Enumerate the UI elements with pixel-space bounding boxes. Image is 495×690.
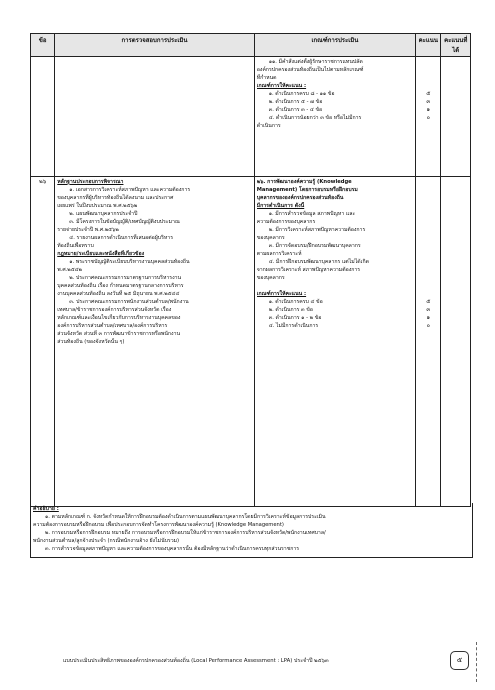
row1-criteria-cell bbox=[254, 57, 415, 177]
items-line: หลักเกณฑ์และเงื่อนไขเกี่ยวกับการบริหารงานบุคคลของ bbox=[57, 315, 181, 321]
row2-score-cell bbox=[416, 177, 441, 507]
criteria-line: ของบุคลากร bbox=[256, 275, 285, 281]
items-line: ๑. พระราชบัญญัติระเบียบบริหารงานบุคคลส่วนท้องถิ่น bbox=[69, 259, 190, 265]
items-line: บุคคลส่วนท้องถิ่น เรื่อง กำหนดมาตรฐานกลางการบริหาร bbox=[57, 283, 184, 289]
header-got: คะแนนที่ได้ bbox=[441, 34, 471, 57]
items-line: เทศบาล/ข้าราชการองค์การบริหารส่วนจังหวัด เรื่อง bbox=[57, 307, 172, 313]
row1-no-cell bbox=[31, 57, 55, 177]
assessment-table bbox=[30, 33, 471, 507]
items-line: ๒. ประกาศคณะกรรมการมาตรฐานการบริหารงาน bbox=[69, 275, 182, 281]
criteria-line: ๓. ดำเนินการ ๑ - ๒ ข้อ bbox=[268, 315, 322, 321]
items-line: ท้องถิ่นเพื่อทราบ bbox=[57, 243, 94, 249]
row2-no-cell: ๒๖ bbox=[31, 177, 55, 507]
explanation-box bbox=[30, 503, 473, 558]
footer-divider bbox=[476, 642, 477, 682]
items-line: งานบุคคลส่วนท้องถิ่น ลงวันที่ ๒๕ มิถุนายน พ.ศ.๒๕๔๔ bbox=[57, 291, 180, 297]
criteria-line: ๔. ดำเนินการน้อยกว่า ๓ ข้อ หรือไม่มีการ bbox=[268, 115, 362, 121]
criteria-line: ๒. ดำเนินการ ๓ ข้อ bbox=[268, 307, 313, 313]
explanation-line: ความต้องการอบรมหรือฝึกอบรม เพื่อประกอบการจัดทำโครงการพัฒนาองค์ความรู้ (Knowledge Management) bbox=[33, 522, 284, 528]
header-criteria: เกณฑ์การประเมิน bbox=[254, 34, 415, 57]
footer-title: แบบประเมินประสิทธิภาพขององค์กรปกครองส่วนท้องถิ่น (Local Performance Assessment : LPA) ประจำปี ๒๕๖๓ bbox=[63, 658, 329, 664]
header-items: การตรวจสอบการประเมิน bbox=[55, 34, 254, 57]
page-number-badge: ๕ bbox=[450, 651, 469, 670]
score-value: ๑ bbox=[426, 107, 431, 113]
header-score: คะแนน bbox=[416, 34, 441, 57]
row2-got-cell bbox=[441, 177, 471, 507]
criteria-line: ๒. ดำเนินการ ๕ - ๗ ข้อ bbox=[268, 99, 323, 105]
table-header-row bbox=[31, 34, 471, 57]
spacer bbox=[257, 282, 413, 290]
score-value: ๐ bbox=[426, 323, 430, 329]
criteria-title: Management) โดยการอบรมหรือฝึกอบรม bbox=[256, 187, 358, 193]
score-value: ๓ bbox=[426, 99, 431, 105]
criteria-line: ๔. ไม่มีการดำเนินการ bbox=[268, 323, 319, 329]
score-value: ๕ bbox=[426, 91, 431, 97]
explanation-line: ๑. ตามหลักเกณฑ์ ก. จังหวัดกำหนดให้การฝึกอบรมต้องดำเนินการตามแผนพัฒนาบุคลากรโดยมีการวิเคราะห์ข้อมูลการประเมิน bbox=[45, 514, 326, 520]
criteria-line: ๓. มีการจัดอบรม/ฝึกอบรมพัฒนาบุคลากร bbox=[268, 243, 361, 249]
score-value: ๕ bbox=[426, 299, 431, 305]
spacer bbox=[418, 58, 438, 90]
criteria-line: องค์กรปกครองส่วนท้องถิ่นเป็นไปตามหลักเกณฑ์ bbox=[256, 67, 364, 73]
row1-items-cell bbox=[55, 57, 254, 177]
items-line: ๒. แผนพัฒนาบุคลากรประจำปี bbox=[69, 211, 138, 217]
explanation-line: ๓. การสำรวจข้อมูลสภาพปัญหา และความต้องการของบุคลากรนั้น ต้องมีหลักฐานว่าดำเนินการครบทุกส่วนราชการ bbox=[45, 546, 300, 552]
row2-criteria-cell bbox=[254, 177, 415, 507]
criteria-line: ๓. ดำเนินการ ๓ - ๔ ข้อ bbox=[268, 107, 323, 113]
explanation-line: ๒. การอบรมหรือการฝึกอบรม หมายถึง การอบรมหรือการฝึกอบรมให้แก่ข้าราชการองค์การบริหารส่วนจังหวัด/พนักงานเทศบาล/ bbox=[45, 530, 326, 536]
score-value: ๓ bbox=[426, 307, 431, 313]
evidence-heading: หลักฐานประกอบการพิจารณา bbox=[57, 179, 124, 185]
criteria-line: ๑. มีการสำรวจข้อมูล สภาพปัญหา และ bbox=[268, 211, 356, 217]
scoring-heading: เกณฑ์การให้คะแนน : bbox=[256, 291, 307, 297]
criteria-line: ๔. มีการฝึกอบรมพัฒนาบุคลากร แต่ไม่ได้เกิด bbox=[268, 259, 369, 265]
criteria-line: ความต้องการของบุคลากร bbox=[256, 219, 316, 225]
spacer bbox=[418, 178, 438, 298]
score-value: ๑ bbox=[426, 315, 431, 321]
header-no: ข้อ bbox=[31, 34, 55, 57]
items-line: รายจ่ายประจำปี พ.ศ.๒๕๖๒ bbox=[57, 227, 119, 233]
table-row bbox=[31, 177, 471, 507]
items-line: ๔. รายงานผลการดำเนินการที่เสนอต่อผู้บริหาร bbox=[69, 235, 174, 241]
items-line: ๑. เอกสารการวิเคราะห์สภาพปัญหา และความต้องการ bbox=[69, 187, 191, 193]
criteria-line: ๒. มีการวิเคราะห์สภาพปัญหาความต้องการ bbox=[268, 227, 366, 233]
scoring-heading: เกณฑ์การให้คะแนน : bbox=[256, 83, 307, 89]
criteria-line: ดำเนินการ bbox=[256, 123, 281, 129]
criteria-line: ๑. ดำเนินการครบ ๔ ข้อ bbox=[268, 299, 323, 305]
items-line: ๓. ประกาศคณะกรรมการพนักงานส่วนตำบล/พนักงาน bbox=[69, 299, 189, 305]
row1-got-cell bbox=[441, 57, 471, 177]
criteria-line: จากผลการวิเคราะห์ สภาพปัญหาความต้องการ bbox=[256, 267, 361, 273]
items-line: ส่วนท้องถิ่น (ของจังหวัดนั้น ๆ) bbox=[57, 339, 125, 345]
criteria-line: ที่กำหนด bbox=[256, 75, 277, 81]
explanation-title: คำอธิบาย : bbox=[33, 506, 59, 512]
items-line: พ.ศ.๒๕๔๒ bbox=[57, 267, 82, 273]
criteria-line: ของบุคลากร bbox=[256, 235, 285, 241]
items-line: องค์การบริหารส่วนตำบล/เทศบาล/องค์การบริหาร bbox=[57, 323, 168, 329]
criteria-line: ตามผลการวิเคราะห์ bbox=[256, 251, 302, 257]
items-line: ของบุคลากรที่ผู้บริหารท้องถิ่นได้ลงนาม และประกาศ bbox=[57, 195, 174, 201]
items-line: เผยแพร่ ในปีงบประมาณ พ.ศ.๒๕๖๒ bbox=[57, 203, 138, 209]
row1-score-cell bbox=[416, 57, 441, 177]
page-footer bbox=[0, 642, 495, 682]
table-row bbox=[31, 57, 471, 177]
law-heading: กฎหมาย/ระเบียบและหนังสือที่เกี่ยวข้อง bbox=[57, 251, 145, 257]
row2-items-cell bbox=[55, 177, 254, 507]
criteria-title: บุคลากรขององค์กรปกครองส่วนท้องถิ่น bbox=[256, 195, 344, 201]
explanation-line: พนักงานส่วนตำบล/ลูกจ้างประจำ (กรณีพนักงานจ้าง ยังไม่นับรวม) bbox=[33, 538, 180, 544]
criteria-line: ๑๑. มีคำสั่งแต่งตั้งผู้รักษาราชการแทนปลัด bbox=[268, 59, 363, 65]
score-value: ๐ bbox=[426, 115, 430, 121]
criteria-title: ๒๖. การพัฒนาองค์ความรู้ (Knowledge bbox=[256, 179, 352, 185]
items-line: ๓. มีโครงการในข้อบัญญัติ/เทศบัญญัติงบประมาณ bbox=[69, 219, 180, 225]
criteria-line: ๑. ดำเนินการครบ ๘ - ๑๑ ข้อ bbox=[268, 91, 335, 97]
criteria-subheading: มีการดำเนินการ ดังนี้ bbox=[256, 203, 305, 209]
items-line: ส่วนจังหวัด ส่วนที่ ๓ การพัฒนาข้าราชการหรือพนักงาน bbox=[57, 331, 181, 337]
